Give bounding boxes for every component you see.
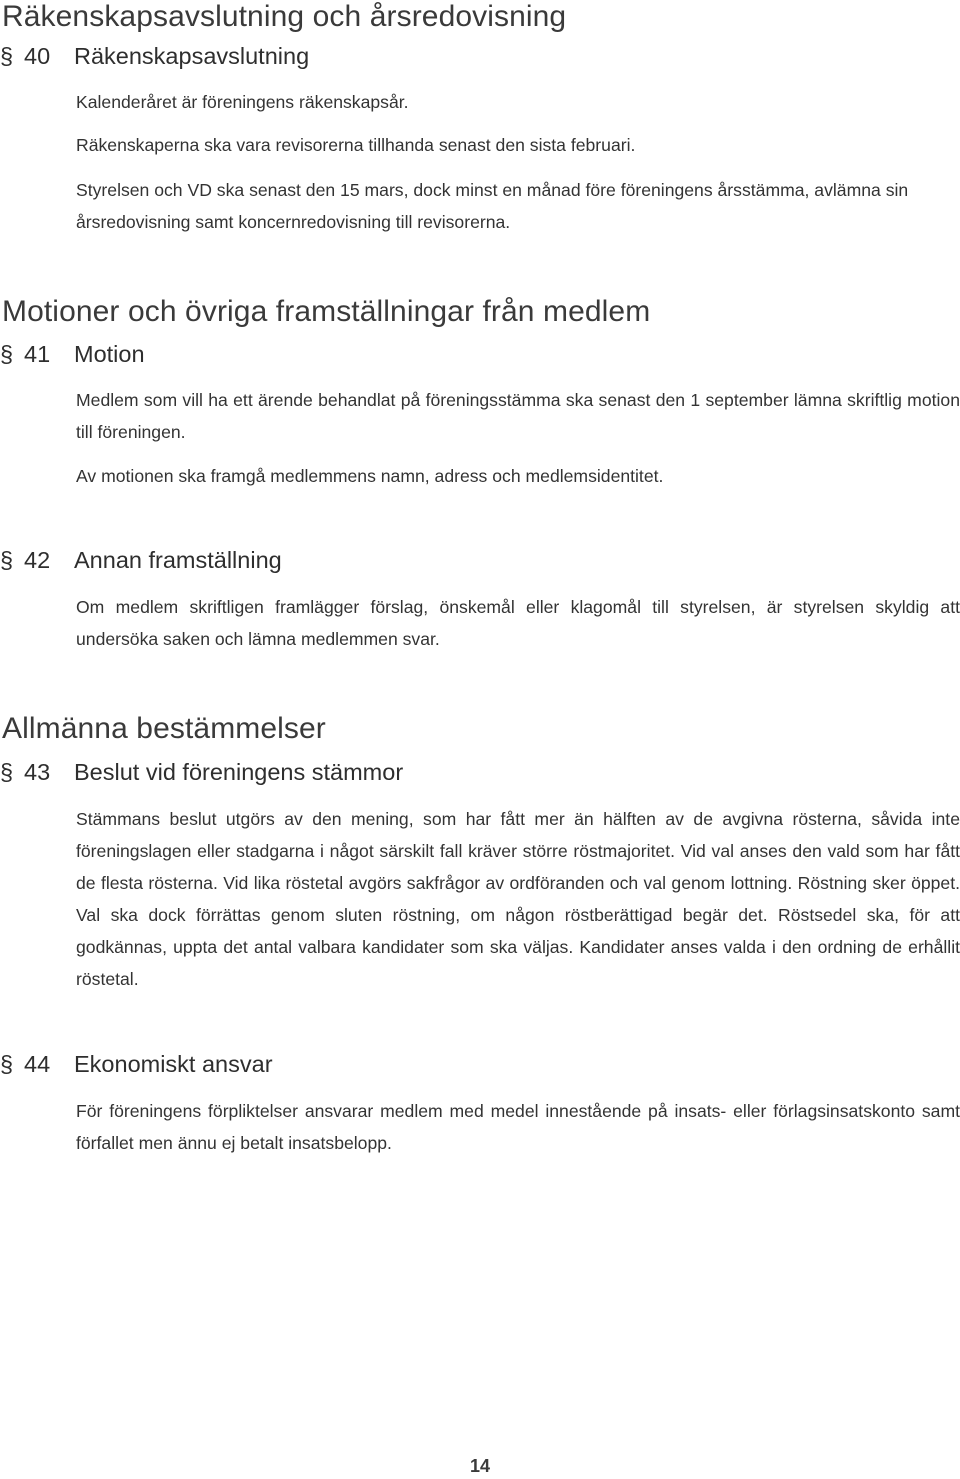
page-number: 14 [469,1456,491,1476]
section-heading-43 [0,759,403,786]
chapter-heading-motioner: Motioner och övriga framställningar från medlem [2,295,651,328]
section-title: Beslut vid föreningens stämmor [74,759,404,785]
section-symbol: § [0,547,14,573]
paragraph-41-1: Medlem som vill ha ett ärende behandlat på föreningsstämma ska senast den 1 september lämna skriftlig motion till föreningen. [76,390,960,442]
section-heading-42 [0,547,282,574]
section-title: Räkenskapsavslutning [74,43,310,69]
section-number: 43 [24,759,51,785]
section-number: 42 [24,547,51,573]
paragraph-40-3: Styrelsen och VD ska senast den 15 mars, dock minst en månad före föreningens årsstämma, avlämna sin årsredovisning samt koncernredovisning till revisorerna. [76,180,909,232]
section-symbol: § [0,759,14,785]
chapter-heading-rakenskapsavslutning: Räkenskapsavslutning och årsredovisning [2,0,567,33]
paragraph-43-1: Stämmans beslut utgörs av den mening, som har fått mer än hälften av de avgivna rösterna, såvida inte föreningslagen eller stadgarna i något särskilt fall kräver större röstmajoritet. Vid val anses den vald som har fått de flesta rösterna. Vid lika röstetal avgörs sakfrågor av ordföranden och val genom lottning. Röstning sker öppet. Val ska dock förrättas genom sluten röstning, om någon röstberättigad begär det. Röstsedel ska, för att godkännas, uppta det antal valbara kandidater som ska väljas. Kandidater anses valda i den ordning de erhållit röstetal. [76,809,960,989]
chapter-heading-allmanna-bestammelser: Allmänna bestämmelser [2,712,326,745]
section-number: 40 [24,43,51,69]
section-title: Ekonomiskt ansvar [74,1051,273,1077]
section-number: 41 [24,341,51,367]
section-title: Motion [74,341,145,367]
paragraph-42-1: Om medlem skriftligen framlägger förslag, önskemål eller klagomål till styrelsen, är styrelsen skyldig att undersöka saken och lämna medlemmen svar. [76,597,960,649]
section-heading-41 [0,341,145,368]
paragraph-44-1: För föreningens förpliktelser ansvarar medlem med medel innestående på insats- eller förlagsinsatskonto samt förfallet men ännu ej betalt insatsbelopp. [76,1101,960,1153]
paragraph-40-2: Räkenskaperna ska vara revisorerna tillhanda senast den sista februari. [76,135,636,155]
section-number: 44 [24,1051,51,1077]
section-heading-40 [0,43,309,70]
paragraph-41-2: Av motionen ska framgå medlemmens namn, adress och medlemsidentitet. [76,466,664,486]
section-symbol: § [0,341,14,367]
section-heading-44 [0,1051,273,1078]
section-symbol: § [0,1051,14,1077]
section-title: Annan framställning [74,547,282,573]
section-symbol: § [0,43,14,69]
paragraph-40-1: Kalenderåret är föreningens räkenskapsår. [76,92,409,112]
